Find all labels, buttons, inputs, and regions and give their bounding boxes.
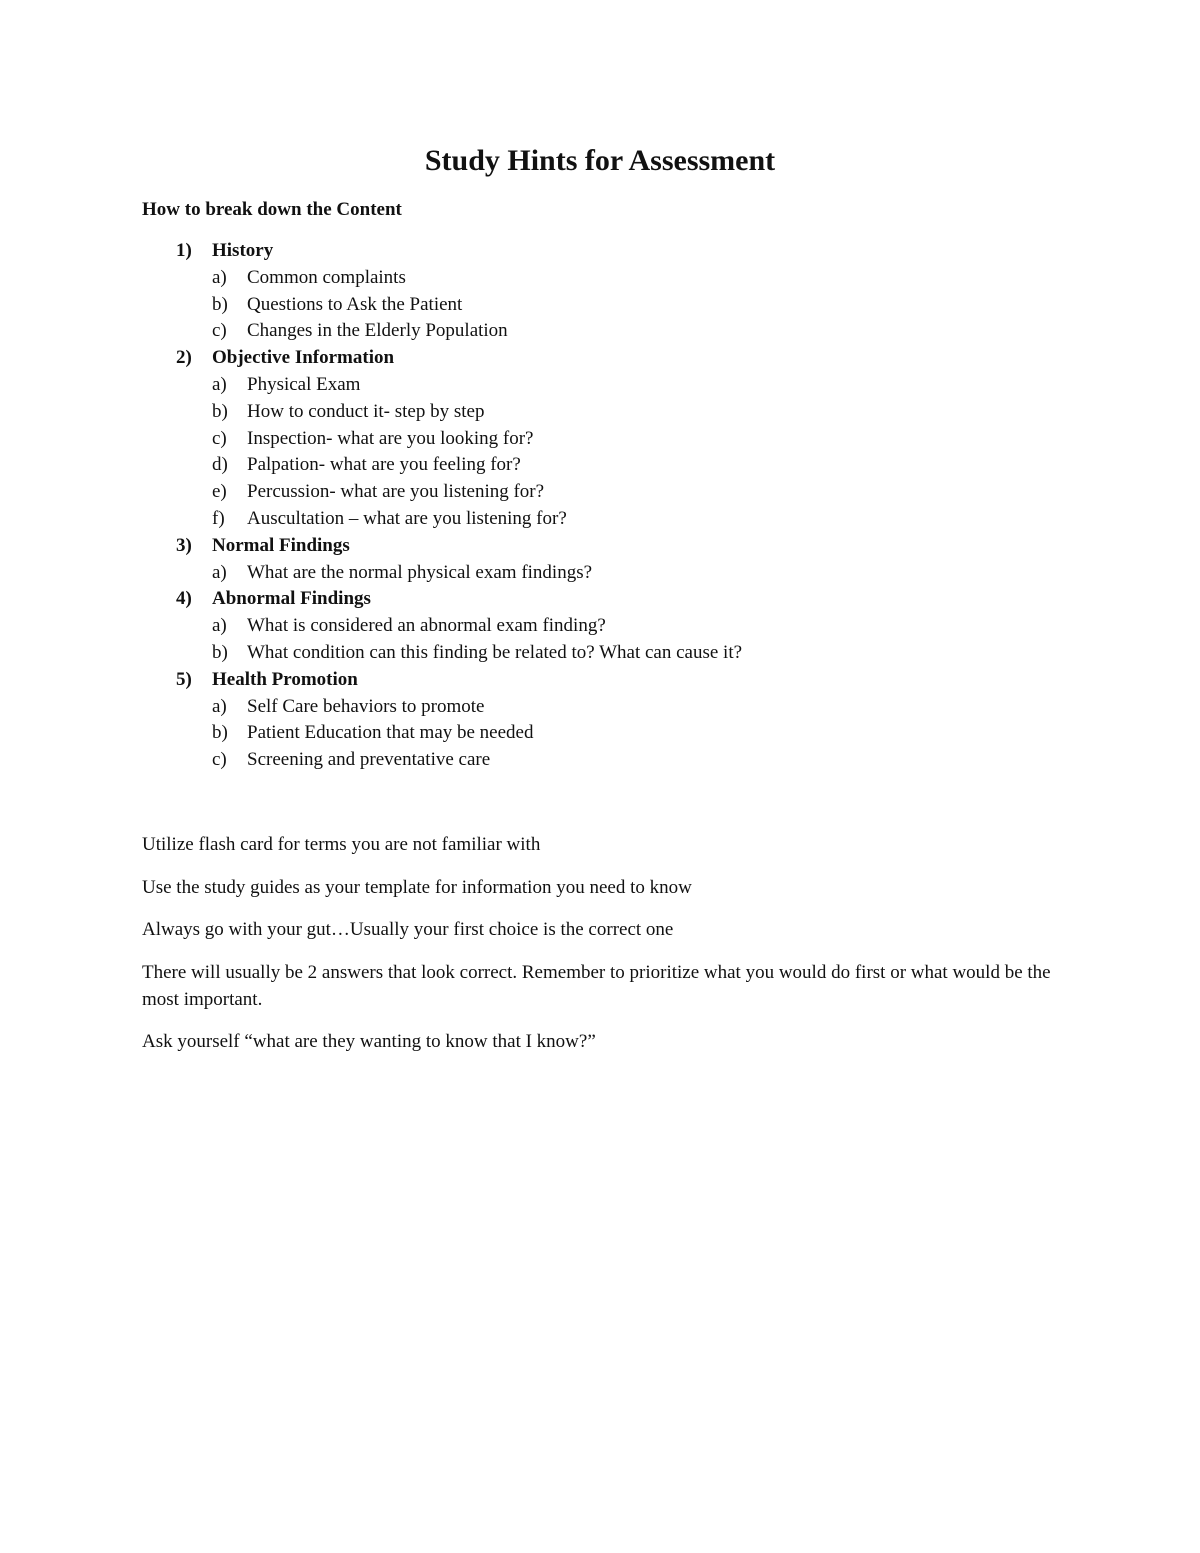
tip-paragraph: Ask yourself “what are they wanting to know that I know?”	[142, 1031, 596, 1052]
item-letter: c)	[212, 749, 227, 771]
outline-item	[0, 399, 1200, 426]
item-text: Common complaints	[247, 266, 406, 288]
tip-paragraph: There will usually be 2 answers that look correct. Remember to prioritize what you would do first or what would be the most important.	[142, 961, 1051, 1010]
outline-section-health-promotion	[0, 667, 1200, 694]
section-number: 1)	[176, 240, 192, 261]
item-text: Percussion- what are you listening for?	[247, 481, 545, 503]
item-letter: a)	[212, 561, 227, 583]
study-tips	[142, 831, 1082, 1071]
item-text: Screening and preventative care	[247, 749, 491, 771]
item-letter: c)	[212, 320, 227, 342]
outline-item	[0, 613, 1200, 640]
content-outline	[0, 238, 1200, 774]
outline-item	[0, 747, 1200, 774]
item-letter: a)	[212, 695, 227, 717]
item-text: Palpation- what are you feeling for?	[247, 454, 521, 476]
section-label: Abnormal Findings	[212, 588, 371, 610]
outline-item	[0, 720, 1200, 747]
item-text: Auscultation – what are you listening for?	[247, 507, 567, 529]
outline-section-history	[0, 238, 1200, 265]
item-text: Inspection- what are you looking for?	[247, 427, 534, 449]
tip-paragraph: Use the study guides as your template for information you need to know	[142, 876, 692, 898]
section-label: Normal Findings	[212, 534, 350, 556]
item-letter: b)	[212, 293, 228, 315]
section-label: History	[212, 240, 274, 261]
item-letter: a)	[212, 373, 227, 395]
section-number: 5)	[176, 668, 192, 690]
outline-item	[0, 292, 1200, 319]
item-letter: a)	[212, 615, 227, 637]
item-letter: d)	[212, 454, 228, 476]
tip-paragraph: Always go with your gut…Usually your first choice is the correct one	[142, 919, 674, 940]
item-text: Patient Education that may be needed	[247, 722, 534, 744]
item-letter: b)	[212, 722, 228, 744]
outline-item	[0, 479, 1200, 506]
outline-section-normal-findings	[0, 533, 1200, 560]
item-text: What are the normal physical exam findings?	[247, 561, 593, 583]
page-title: Study Hints for Assessment	[424, 144, 776, 177]
outline-item	[0, 506, 1200, 533]
item-text: Self Care behaviors to promote	[247, 695, 485, 717]
section-number: 2)	[176, 347, 192, 369]
item-text: How to conduct it- step by step	[247, 400, 485, 422]
section-label: Objective Information	[212, 347, 395, 369]
item-letter: a)	[212, 266, 227, 288]
tip-paragraph: Utilize flash card for terms you are not familiar with	[142, 834, 541, 855]
item-text: What condition can this finding be related to? What can cause it?	[247, 641, 743, 663]
outline-item	[0, 318, 1200, 345]
outline-item	[0, 372, 1200, 399]
outline-item	[0, 640, 1200, 667]
item-letter: f)	[212, 507, 225, 529]
outline-section-objective-information	[0, 345, 1200, 372]
outline-item	[0, 265, 1200, 292]
outline-item	[0, 560, 1200, 587]
item-letter: e)	[212, 481, 227, 503]
item-text: Changes in the Elderly Population	[247, 320, 508, 342]
item-text: Questions to Ask the Patient	[247, 293, 463, 315]
outline-section-abnormal-findings	[0, 586, 1200, 613]
item-letter: b)	[212, 400, 228, 422]
item-text: What is considered an abnormal exam finding?	[247, 615, 606, 637]
section-number: 4)	[176, 588, 192, 610]
outline-item	[0, 452, 1200, 479]
section-label: Health Promotion	[212, 668, 358, 690]
section-number: 3)	[176, 534, 192, 556]
item-text: Physical Exam	[247, 373, 361, 395]
outline-item	[0, 426, 1200, 453]
item-letter: c)	[212, 427, 227, 449]
item-letter: b)	[212, 641, 228, 663]
outline-item	[0, 694, 1200, 721]
section-subheading: How to break down the Content	[142, 199, 402, 220]
